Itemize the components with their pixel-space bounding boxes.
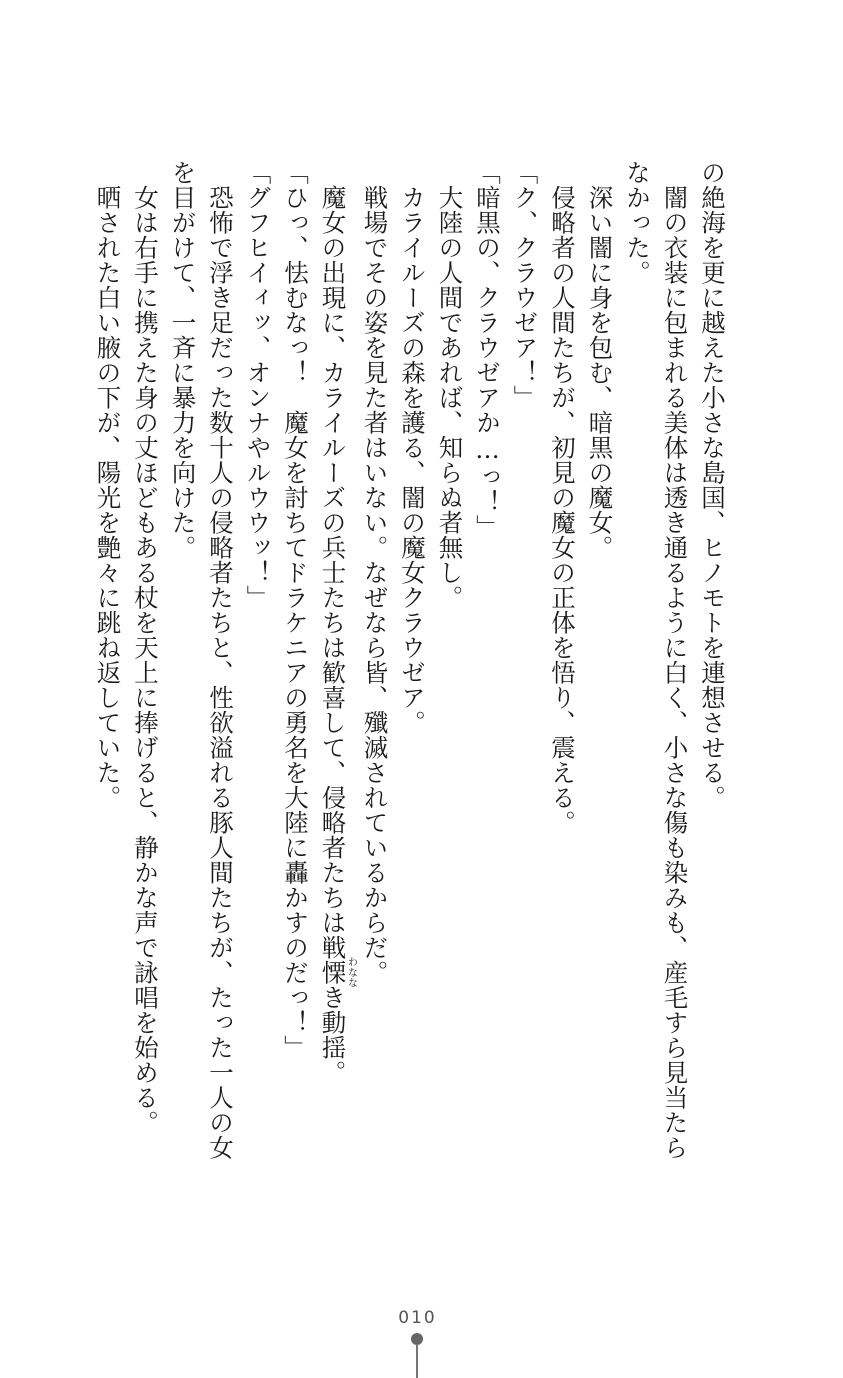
text-line: 闇の衣装に包まれる美体は透き通るように白く、小さな傷も染みも、産毛すら見当たら	[660, 160, 690, 1160]
dialogue-line: 「グフヒイィッ、オンナやルウウッ！」	[243, 160, 273, 610]
text-line: 深い闇に身を包む、暗黒の魔女。	[585, 160, 615, 560]
text-line: 侵略者の人間たちが、初見の魔女の正体を悟り、震える。	[548, 160, 577, 835]
text-line: を目がけて、一斉に暴力を向けた。	[168, 160, 198, 560]
text-line: カライルーズの森を護る、闇の魔女クラウゼア。	[398, 160, 427, 735]
text-line-with-ruby	[314, 160, 356, 1120]
text-line: 大陸の人間であれば、知らぬ者無し。	[435, 160, 465, 610]
ruby-reading: わなな	[345, 956, 357, 989]
ruby-annotation	[318, 956, 357, 989]
page-number: 010	[398, 1308, 437, 1328]
dialogue-line: 「ひっ、怯むなっ！ 魔女を討ちてドラケニアの勇名を大陸に轟かすのだっ！」	[281, 160, 310, 1060]
page-marker-line	[416, 1344, 418, 1378]
dialogue-line: 「ク、クラウゼア！」	[510, 160, 540, 410]
text-line: の絶海を更に越えた小さな島国、ヒノモトを連想させる。	[698, 160, 727, 810]
dialogue-line: 「暗黒の、クラウゼアか…っ！」	[473, 160, 502, 540]
text-segment: 魔女の出現に、カライルーズの兵士たちは歓喜して、侵略者たちは戦	[318, 160, 348, 960]
text-line: 晒された白い腋の下が、陽光を艶々に跳ね返していた。	[93, 160, 123, 810]
body-text	[93, 160, 731, 1160]
ruby-base: 慄	[318, 956, 348, 989]
text-segment: き動揺。	[318, 985, 348, 1085]
text-line: 女は右手に携えた身の丈ほどもある杖を天上に捧げると、静かな声で詠唱を始める。	[131, 160, 160, 1135]
text-line: 恐怖で浮き足だった数十人の侵略者たちと、性欲溢れる豚人間たちが、たった一人の女	[206, 160, 235, 1160]
text-line: 戦場でその姿を見た者はいない。なぜなら皆、殲滅されているからだ。	[360, 160, 390, 985]
text-line: なかった。	[623, 160, 652, 285]
